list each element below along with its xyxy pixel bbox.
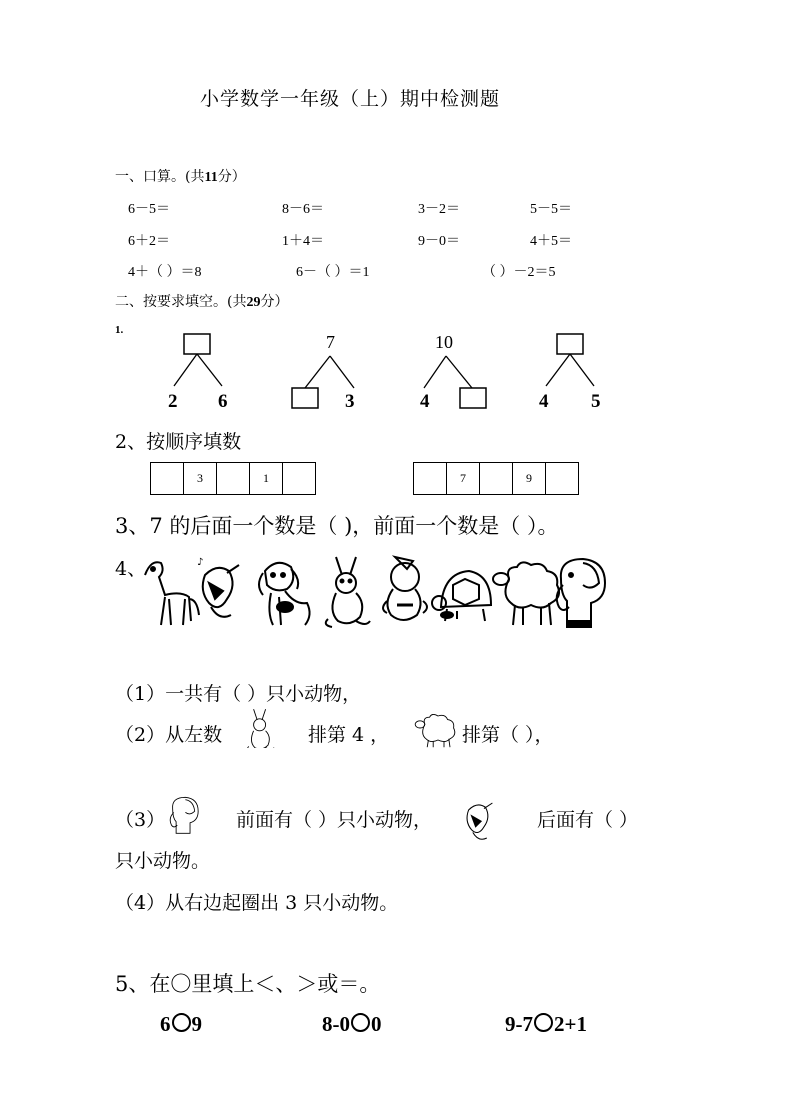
seq1-cell[interactable]: [150, 462, 183, 495]
seq2-cell[interactable]: [545, 462, 579, 495]
compare-3-circle[interactable]: [534, 1013, 553, 1032]
compare-3-left: 9-7: [505, 1012, 533, 1036]
tree1-right-num: 6: [218, 391, 228, 412]
tree4-right-branch: [570, 354, 594, 386]
compare-3-right: 2+1: [554, 1012, 587, 1036]
page-title: 小学数学一年级（上）期中检测题: [200, 88, 501, 110]
tree2-left-branch: [305, 356, 330, 388]
seq1-cell[interactable]: [216, 462, 249, 495]
compare-3: [505, 1012, 587, 1037]
tree3-right-branch: [446, 356, 472, 388]
sheep-small-icon: [414, 710, 464, 750]
section2-heading-pre: 二、按要求填空。(共: [115, 294, 247, 310]
seq2-cell[interactable]: [413, 462, 446, 495]
seq2-cell: 7: [446, 462, 479, 495]
section1-heading-pre: 一、口算。(共: [115, 169, 205, 185]
tree1-top-box: [184, 334, 210, 354]
elephant-icon: [557, 559, 605, 627]
section2-points: 29: [246, 295, 261, 310]
calc-r1c2: 8－6＝: [282, 202, 324, 217]
monkey-icon: [383, 557, 427, 620]
dog-icon: [259, 563, 310, 625]
sheep-icon: [493, 562, 559, 625]
q4-3-pre: （3）: [115, 809, 166, 831]
q4-3-mid: 前面有（ ）只小动物，: [236, 809, 433, 831]
calc-r3c3: （ ）－2＝5: [482, 265, 556, 280]
bird-small-icon: [463, 796, 518, 844]
number-trees: [0, 0, 789, 420]
tree2-top-num: 7: [326, 332, 335, 352]
q1-label: 1.: [115, 324, 124, 336]
tree4-left-num: 4: [539, 391, 549, 412]
rabbit-icon: [326, 557, 370, 627]
calc-r1c1: 6－5＝: [128, 202, 170, 217]
tree2-right-num: 3: [345, 391, 355, 412]
seq2-cell: 9: [512, 462, 545, 495]
section1-points: 11: [204, 170, 218, 185]
tree3-top-num: 10: [435, 332, 453, 352]
tree1-right-branch: [197, 354, 222, 386]
tree4-left-branch: [546, 354, 570, 386]
tree2-right-branch: [330, 356, 354, 388]
compare-2-circle[interactable]: [351, 1013, 370, 1032]
q4-3-post: 后面有（ ）: [537, 809, 639, 831]
horse-icon: [145, 562, 199, 625]
turtle-icon: [432, 571, 491, 621]
compare-2-right: 0: [371, 1012, 382, 1036]
tree1-left-num: 2: [168, 391, 178, 412]
tree4-right-num: 5: [591, 391, 601, 412]
compare-2: [322, 1012, 382, 1037]
q5-label: 5、在〇里填上＜、＞或＝。: [115, 972, 381, 996]
q2-label: 2、按顺序填数: [115, 431, 242, 453]
q4-4-text: （4）从右边起圈出 3 只小动物。: [115, 892, 399, 914]
compare-1-circle[interactable]: [172, 1013, 191, 1032]
bird-icon: [197, 557, 239, 617]
tree1-left-branch: [174, 354, 197, 386]
q4-2-mid: 排第 4 ，: [308, 724, 390, 746]
section2-heading-post: 分）: [260, 294, 289, 310]
compare-2-left: 8-0: [322, 1012, 350, 1036]
q4-2-post: 排第（ ），: [462, 724, 554, 746]
svg-text:♪: ♪: [197, 557, 204, 568]
q4-1-text: （1）一共有（ ）只小动物，: [115, 683, 362, 705]
seq1-cell: 3: [183, 462, 216, 495]
calc-r1c3: 3－2＝: [418, 202, 460, 217]
sequence-boxes-2: [413, 462, 579, 495]
calc-r3c2: 6－（ ）＝1: [296, 265, 370, 280]
q4-3-tail: 只小动物。: [115, 850, 211, 872]
seq1-cell: 1: [249, 462, 282, 495]
tree3-right-box: [460, 388, 486, 408]
calc-r2c1: 6＋2＝: [128, 234, 170, 249]
calc-r2c2: 1＋4＝: [282, 234, 324, 249]
section1-heading-post: 分）: [217, 169, 246, 185]
compare-1: [160, 1012, 202, 1037]
rabbit-small-icon: [244, 708, 294, 748]
q4-2-pre: （2）从左数: [115, 724, 223, 746]
elephant-small-icon: [168, 795, 213, 837]
q4-label: 4、: [115, 558, 147, 580]
compare-1-left: 6: [160, 1012, 171, 1036]
seq1-cell[interactable]: [282, 462, 316, 495]
calc-r1c4: 5－5＝: [530, 202, 572, 217]
calc-r3c1: 4＋（ ）＝8: [128, 265, 202, 280]
tree3-left-branch: [424, 356, 446, 388]
tree2-left-box: [292, 388, 318, 408]
compare-1-right: 9: [191, 1012, 202, 1036]
calc-r2c4: 4＋5＝: [530, 234, 572, 249]
tree4-top-box: [557, 334, 583, 354]
animals-row: [135, 555, 615, 635]
q3-text: 3、7 的后面一个数是（ )，前面一个数是（ ）。: [115, 514, 559, 538]
calc-r2c3: 9－0＝: [418, 234, 460, 249]
sequence-boxes-1: [150, 462, 316, 495]
tree3-left-num: 4: [420, 391, 430, 412]
seq2-cell[interactable]: [479, 462, 512, 495]
